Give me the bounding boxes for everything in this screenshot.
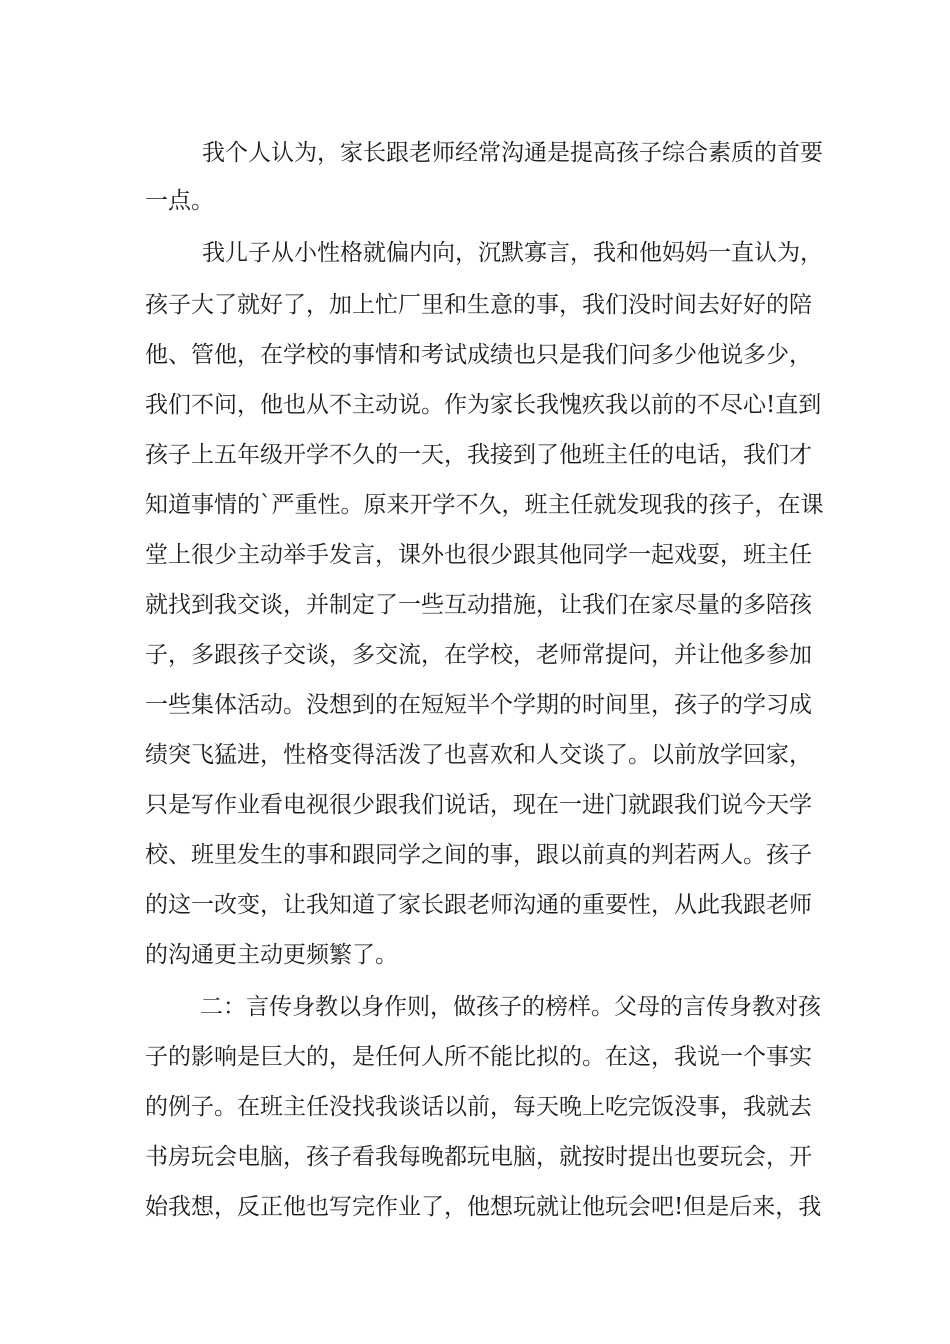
paragraph-3-line-4: 书房玩会电脑，孩子看我每晚都玩电脑，就按时提出也要玩会，开 bbox=[145, 1144, 812, 1170]
paragraph-2-line-1: 我儿子从小性格就偏内向，沉默寡言，我和他妈妈一直认为， bbox=[202, 240, 823, 266]
paragraph-3-line-3: 的例子。在班主任没找我谈话以前，每天晚上吃完饭没事，我就去 bbox=[145, 1094, 812, 1120]
paragraph-2-line-12: 只是写作业看电视很少跟我们说话，现在一进门就跟我们说今天学 bbox=[145, 792, 812, 818]
paragraph-2-line-14: 的这一改变，让我知道了家长跟老师沟通的重要性，从此我跟老师 bbox=[145, 892, 812, 918]
paragraph-2-line-15: 的沟通更主动更频繁了。 bbox=[145, 942, 398, 968]
paragraph-2-line-8: 就找到我交谈，并制定了一些互动措施，让我们在家尽量的多陪孩 bbox=[145, 592, 812, 618]
paragraph-2-line-13: 校、班里发生的事和跟同学之间的事，跟以前真的判若两人。孩子 bbox=[145, 842, 812, 868]
paragraph-3-line-1: 二：言传身教以身作则，做孩子的榜样。父母的言传身教对孩 bbox=[200, 994, 821, 1020]
paragraph-2-line-9: 子，多跟孩子交谈，多交流，在学校，老师常提问，并让他多参加 bbox=[145, 642, 812, 668]
paragraph-2-line-4: 我们不问，他也从不主动说。作为家长我愧疚我以前的不尽心!直到 bbox=[145, 392, 822, 418]
paragraph-2-line-10: 一些集体活动。没想到的在短短半个学期的时间里，孩子的学习成 bbox=[145, 692, 812, 718]
paragraph-1-line-2: 一点。 bbox=[145, 188, 214, 214]
paragraph-2-line-5: 孩子上五年级开学不久的一天，我接到了他班主任的电话，我们才 bbox=[145, 442, 812, 468]
paragraph-2-line-6: 知道事情的`严重性。原来开学不久，班主任就发现我的孩子，在课 bbox=[145, 492, 824, 518]
paragraph-2-line-11: 绩突飞猛进，性格变得活泼了也喜欢和人交谈了。以前放学回家， bbox=[145, 742, 812, 768]
paragraph-2-line-7: 堂上很少主动举手发言，课外也很少跟其他同学一起戏耍，班主任 bbox=[145, 542, 812, 568]
paragraph-2-line-3: 他、管他，在学校的事情和考试成绩也只是我们问多少他说多少， bbox=[145, 342, 812, 368]
paragraph-2-line-2: 孩子大了就好了，加上忙厂里和生意的事，我们没时间去好好的陪 bbox=[145, 292, 812, 318]
paragraph-3-line-5: 始我想，反正他也写完作业了，他想玩就让他玩会吧!但是后来，我 bbox=[145, 1194, 822, 1220]
paragraph-3-line-2: 子的影响是巨大的，是任何人所不能比拟的。在这，我说一个事实 bbox=[145, 1044, 812, 1070]
paragraph-1-line-1: 我个人认为，家长跟老师经常沟通是提高孩子综合素质的首要 bbox=[202, 140, 823, 166]
